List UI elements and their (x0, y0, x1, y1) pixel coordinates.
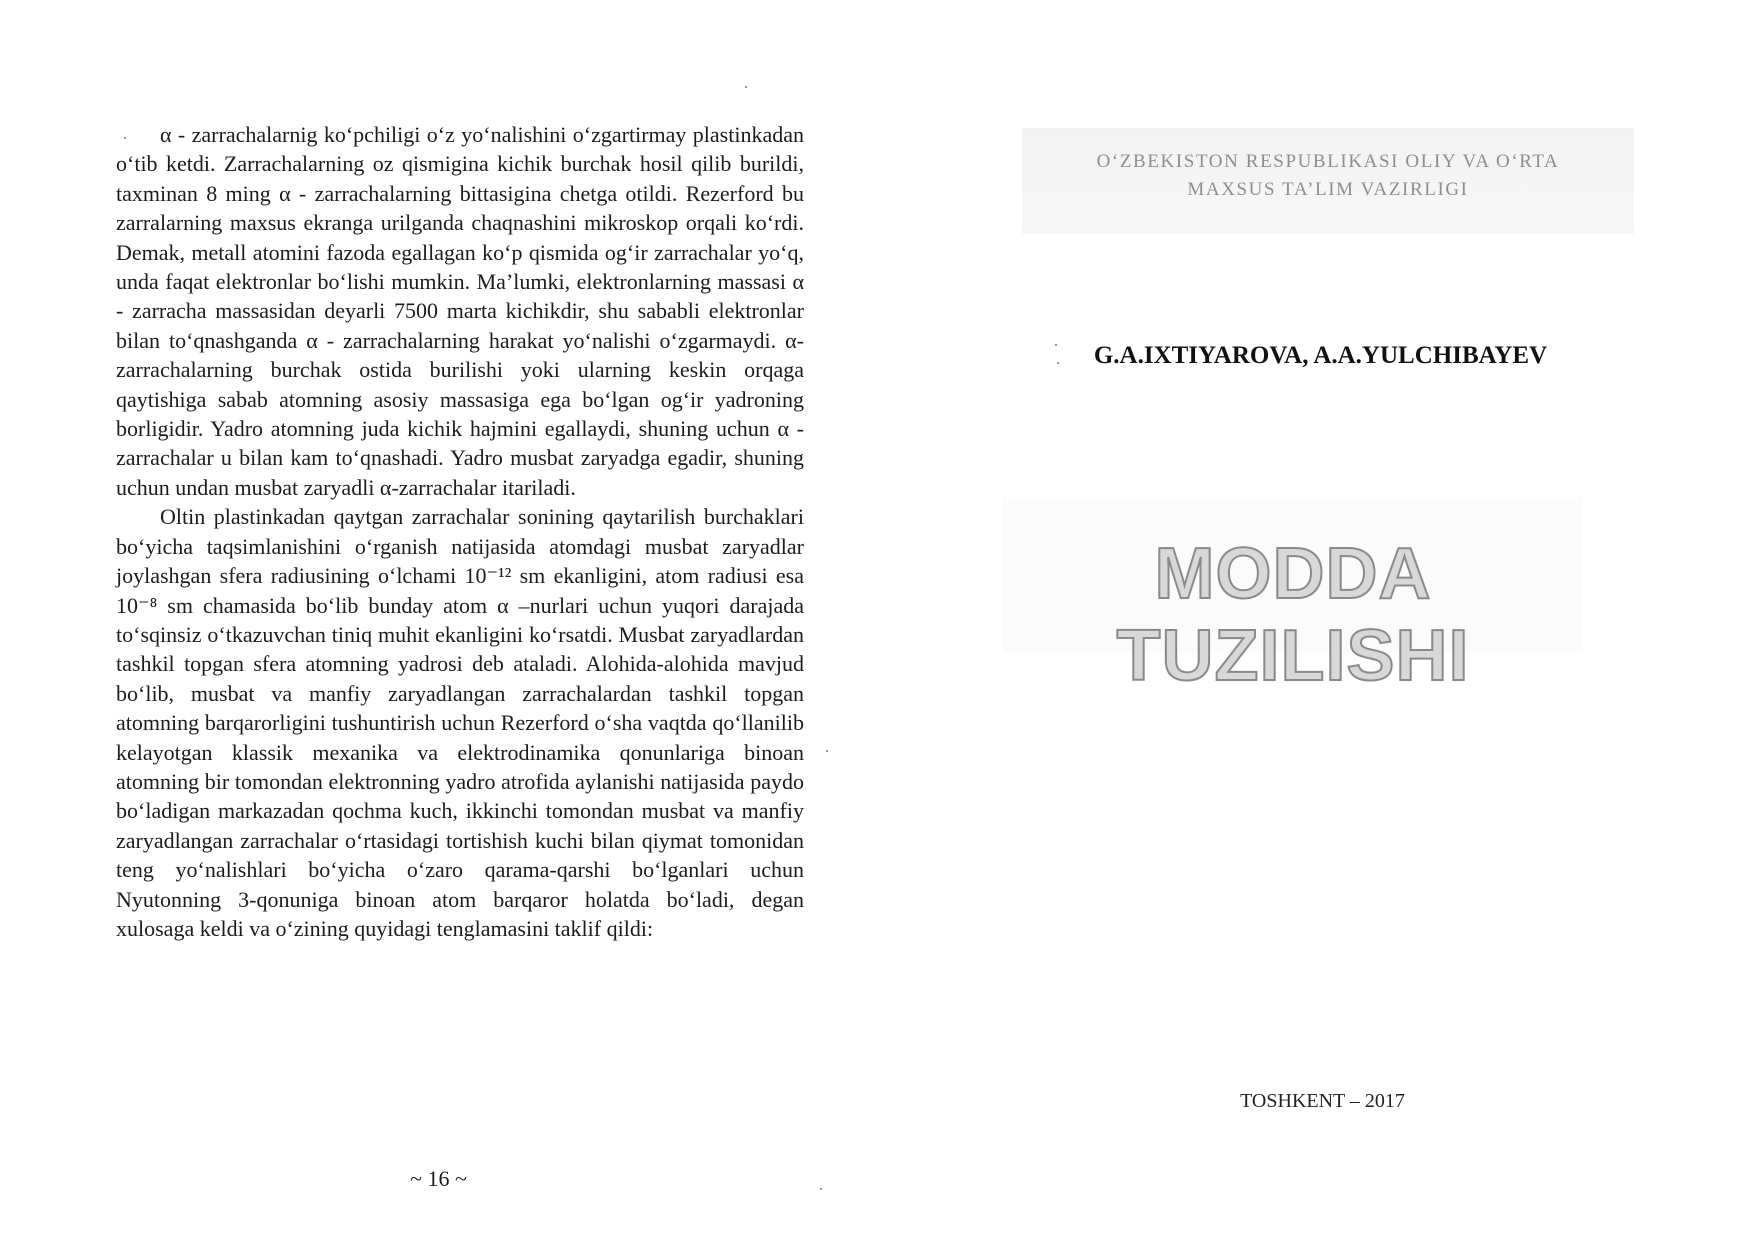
title-block (1003, 497, 1583, 696)
body-text (116, 120, 804, 943)
paragraph-2: Oltin plastinkadan qaytgan zarrachalar sonining qaytarilish burchaklari bo‘yicha taqsimlanishini o‘rganish natijasida atomdagi musbat zaryadlar joylashgan sfera radiusining o‘lchami 10⁻¹² sm ekanligini, atom radiusi esa 10⁻⁸ sm chamasida bo‘lib bunday atom α –nurlari uchun yuqori darajada to‘sqinsiz o‘tkazuvchan tiniq muhit ekanligini ko‘rsatdi. Musbat zaryadlardan tashkil topgan sfera atomning yadrosi deb ataladi. Alohida-alohida mavjud bo‘lib, musbat va manfiy zaryadlangan zarrachalardan tashkil topgan atomning barqarorligini tushuntirish uchun Rezerford o‘sha vaqtda qo‘llanilib kelayotgan klassik mexanika va elektrodinamika qonunlariga binoan atomning bir tomondan elektronning yadro atrofida aylanishi natijasida paydo bo‘ladigan markazadan qochma kuch, ikkinchi tomondan musbat va manfiy zaryadlangan zarrachalar o‘rtasidagi tortishish kuchi bilan qiymat tomonidan teng yo‘nalishlari bo‘yicha o‘zaro qarama-qarshi bo‘lganlari uchun Nyutonning 3-qonuniga binoan atom barqaror holatda bo‘ladi, degan xulosaga keldi va o‘zining quyidagi tenglamasini taklif qildi: (116, 504, 804, 941)
scan-speck (745, 86, 747, 88)
ministry-name (1022, 148, 1634, 204)
publication-city-year: TOSHKENT – 2017 (1240, 1090, 1405, 1112)
page-number: ~ 16 ~ (410, 1166, 467, 1191)
book-authors: G.A.IXTIYAROVA, A.A.YULCHIBAYEV (1093, 342, 1548, 369)
book-title: MODDA TUZILISHI (1116, 534, 1470, 696)
scan-speck (826, 750, 828, 752)
right-page (877, 0, 1754, 1240)
ministry-line-1: O‘ZBEKISTON RESPUBLIKASI OLIY VA O‘RTA (1096, 151, 1560, 172)
scan-speck (124, 137, 126, 139)
ministry-line-2: MAXSUS TA’LIM VAZIRLIGI (1187, 179, 1469, 200)
ministry-header (1022, 128, 1634, 234)
paragraph-1: α - zarrachalarnig ko‘pchiligi o‘z yo‘nalishini o‘zgartirmay plastinkadan o‘tib ketdi. Zarrachalarning oz qismigina kichik burchak hosil qilib burildi, taxminan 8 ming α - zarrachalarning bittasigina chetga otildi. Rezerford bu zarralarning maxsus ekranga urilganda chaqnashini mikroskop orqali ko‘rdi. Demak, metall atomini fazoda egallagan ko‘p qismida og‘ir zarrachalar yo‘q, unda faqat elektronlar bo‘lishi mumkin. Ma’lumki, elektronlarning massasi α - zarracha massasidan deyarli 7500 marta kichikdir, shu sababli elektronlar bilan to‘qnashganda α - zarrachalarning harakat yo‘nalishi o‘zgarmaydi. α-zarrachalarning burchak ostida burilishi yoki ularning keskin orqaga qaytishiga sabab atomning asosiy massasiga ega bo‘lgan og‘ir yadroning borligidir. Yadro atomning juda kichik hajmini egallaydi, shuning uchun α - zarrachalar u bilan kam to‘qnashadi. Yadro musbat zaryadga egadir, shuning uchun undan musbat zaryadli α-zarrachalar itariladi. (116, 122, 804, 500)
